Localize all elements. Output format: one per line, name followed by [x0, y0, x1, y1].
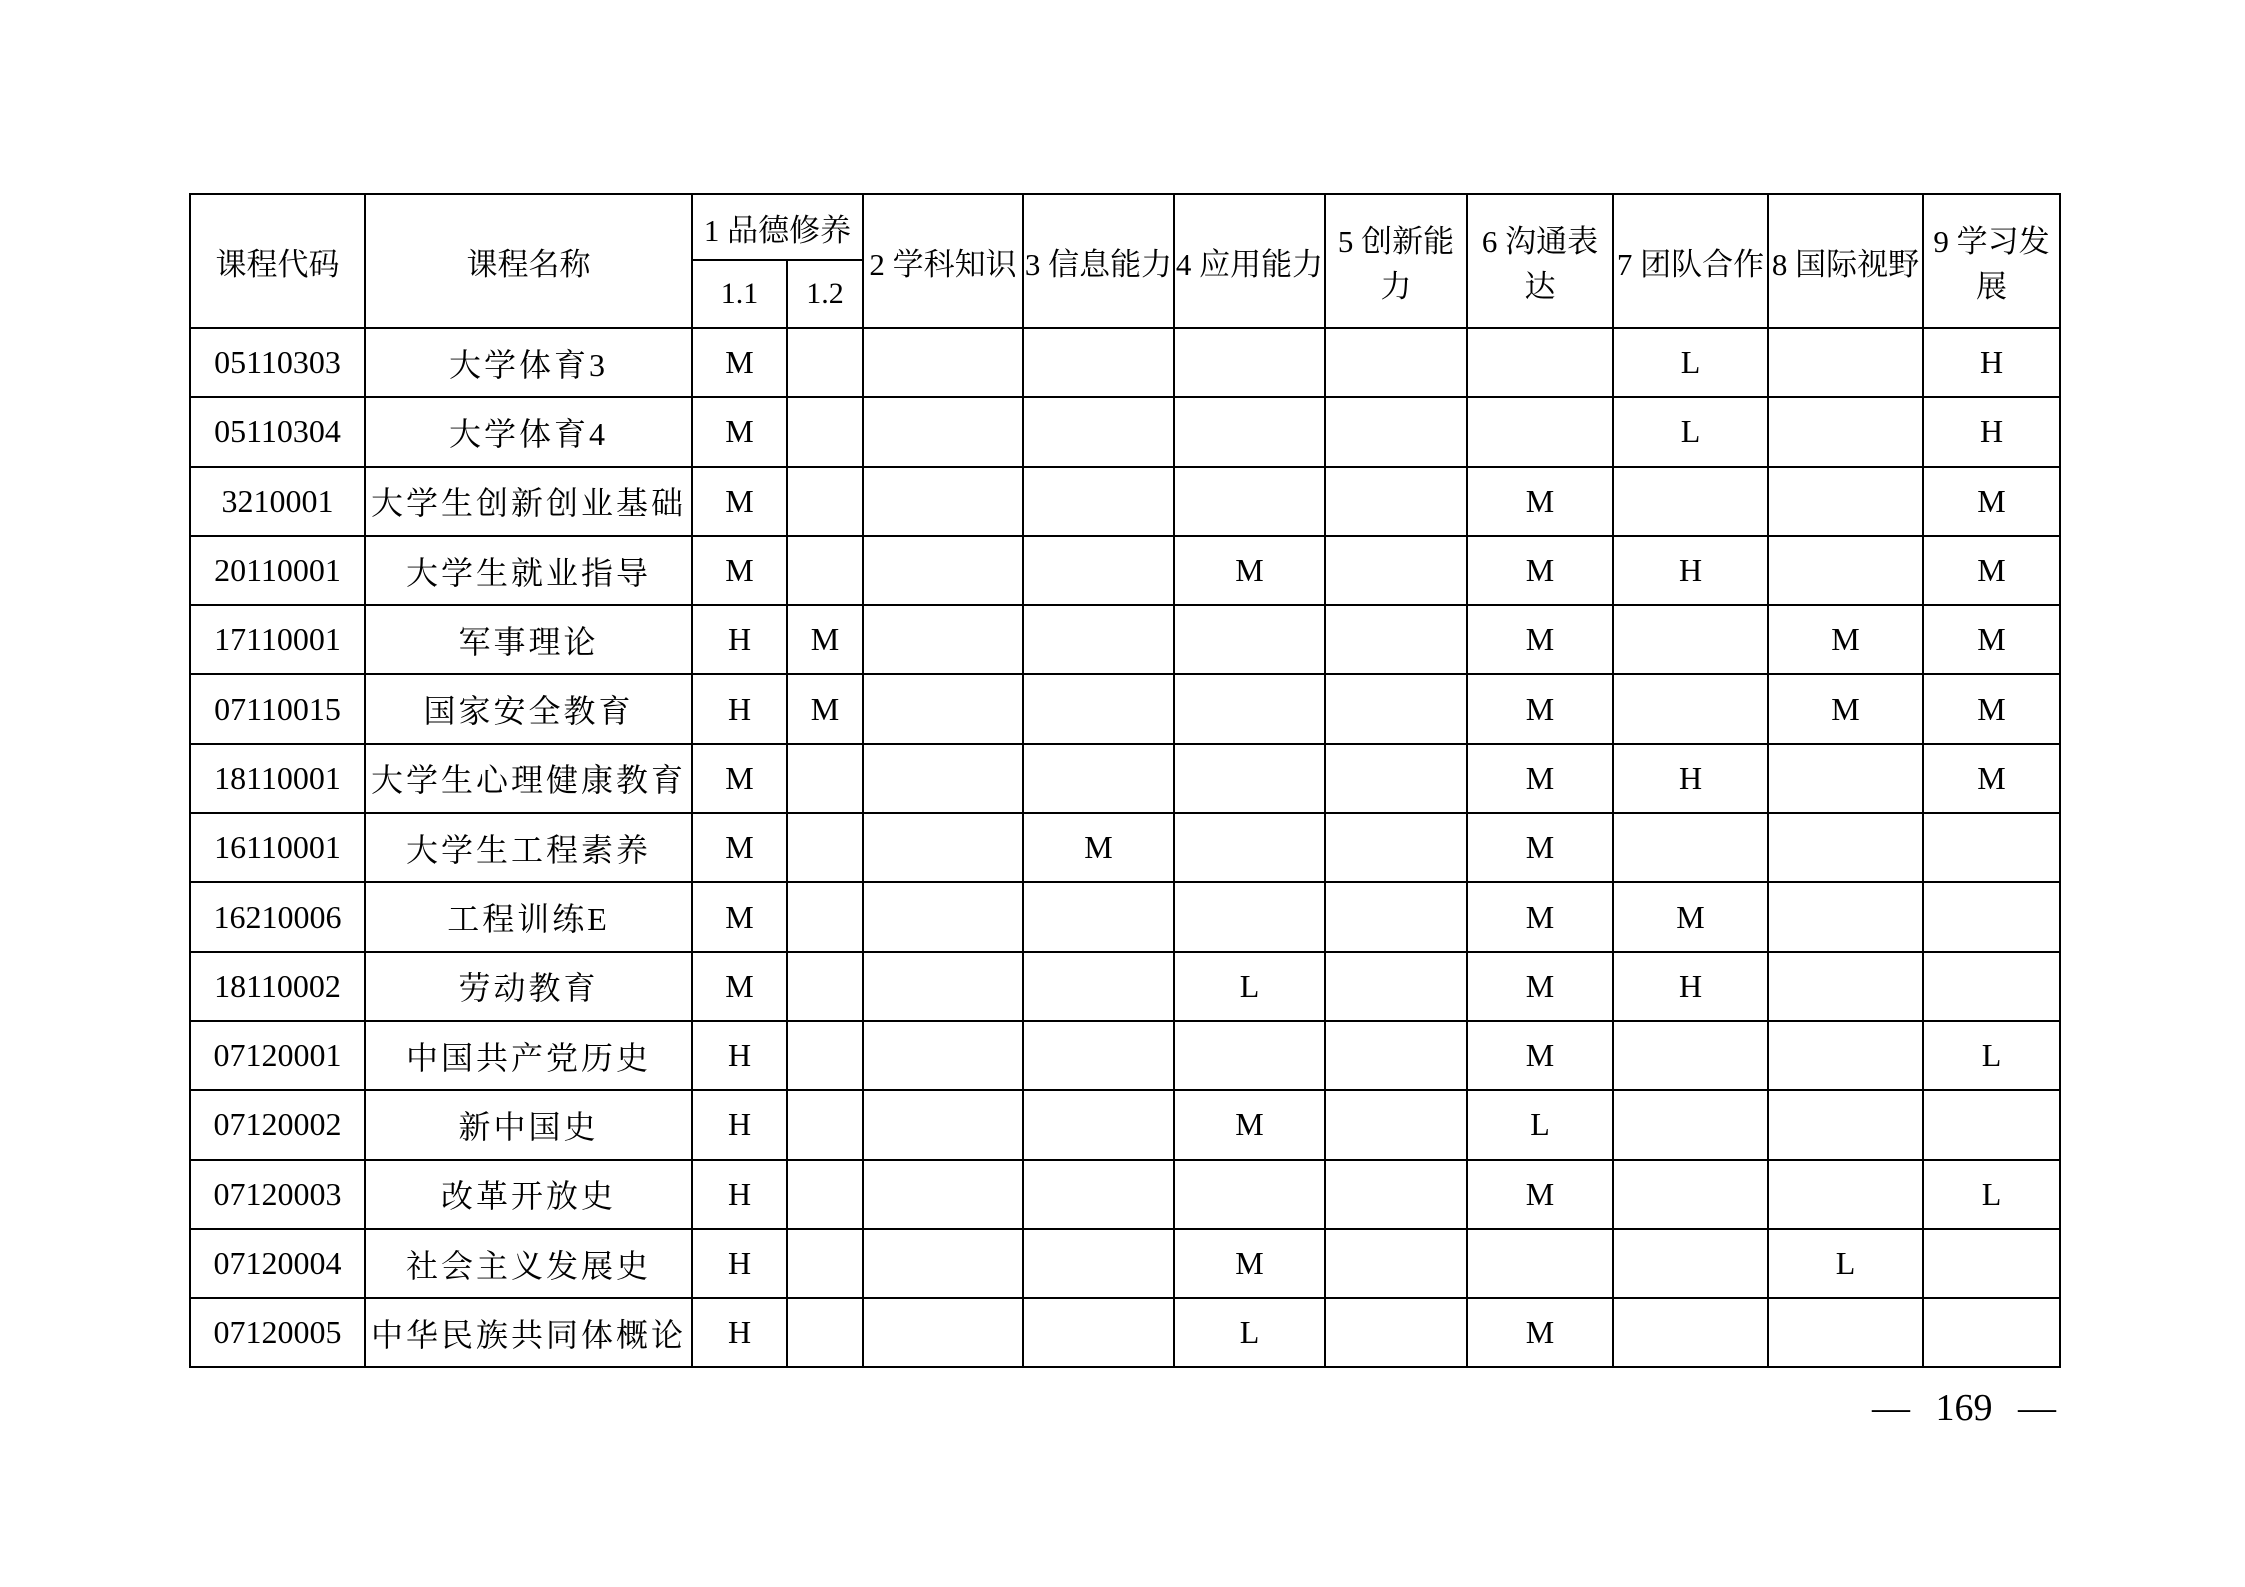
course-name-cell: 中国共产党历史 — [365, 1021, 692, 1090]
level-cell: H — [1923, 397, 2060, 466]
table-row — [190, 536, 2060, 605]
level-cell — [1023, 952, 1174, 1021]
course-name-cell: 国家安全教育 — [365, 674, 692, 743]
course-code-cell: 07120001 — [190, 1021, 365, 1090]
level-cell: M — [692, 813, 787, 882]
level-cell — [1768, 813, 1923, 882]
level-cell — [1023, 328, 1174, 397]
level-cell — [1923, 1090, 2060, 1159]
level-cell: M — [787, 605, 863, 674]
level-cell — [787, 952, 863, 1021]
level-cell — [1613, 1160, 1768, 1229]
level-cell: M — [1467, 467, 1613, 536]
header-competency-8: 8 国际视野 — [1768, 194, 1923, 328]
level-cell — [1768, 1021, 1923, 1090]
level-cell — [1174, 467, 1325, 536]
level-cell: L — [1923, 1160, 2060, 1229]
level-cell — [787, 813, 863, 882]
level-cell — [1174, 813, 1325, 882]
course-name-cell: 社会主义发展史 — [365, 1229, 692, 1298]
level-cell: M — [1174, 1090, 1325, 1159]
level-cell: H — [692, 1298, 787, 1367]
level-cell — [1023, 1298, 1174, 1367]
level-cell — [787, 1160, 863, 1229]
level-cell — [863, 952, 1023, 1021]
course-name-cell: 大学生就业指导 — [365, 536, 692, 605]
level-cell — [1768, 1090, 1923, 1159]
level-cell — [1174, 882, 1325, 951]
level-cell — [1768, 744, 1923, 813]
level-cell — [787, 1090, 863, 1159]
course-competency-matrix — [189, 193, 2061, 1368]
level-cell — [1325, 536, 1467, 605]
course-name-cell: 劳动教育 — [365, 952, 692, 1021]
level-cell — [1023, 467, 1174, 536]
table-row — [190, 813, 2060, 882]
header-sub-1-1: 1.1 — [692, 260, 787, 328]
level-cell — [1023, 1160, 1174, 1229]
course-name-cell: 大学生心理健康教育 — [365, 744, 692, 813]
level-cell: M — [787, 674, 863, 743]
course-code-cell: 07110015 — [190, 674, 365, 743]
level-cell — [1613, 1298, 1768, 1367]
header-competency-9: 9 学习发展 — [1923, 194, 2060, 328]
course-code-cell: 07120005 — [190, 1298, 365, 1367]
header-competency-5: 5 创新能力 — [1325, 194, 1467, 328]
course-code-cell: 18110002 — [190, 952, 365, 1021]
level-cell: M — [692, 397, 787, 466]
level-cell — [1613, 674, 1768, 743]
level-cell: H — [1923, 328, 2060, 397]
level-cell: M — [1613, 882, 1768, 951]
level-cell: M — [1923, 605, 2060, 674]
level-cell — [1174, 328, 1325, 397]
course-code-cell: 18110001 — [190, 744, 365, 813]
level-cell: M — [692, 328, 787, 397]
course-name-cell: 中华民族共同体概论 — [365, 1298, 692, 1367]
level-cell — [1325, 1298, 1467, 1367]
level-cell — [1923, 882, 2060, 951]
level-cell — [1768, 952, 1923, 1021]
table-row — [190, 328, 2060, 397]
level-cell — [1768, 882, 1923, 951]
level-cell — [863, 1021, 1023, 1090]
level-cell: H — [692, 605, 787, 674]
level-cell: M — [692, 882, 787, 951]
level-cell — [1325, 1229, 1467, 1298]
level-cell: H — [1613, 952, 1768, 1021]
level-cell — [1023, 536, 1174, 605]
table-row — [190, 1090, 2060, 1159]
level-cell — [863, 1298, 1023, 1367]
level-cell: H — [692, 1160, 787, 1229]
level-cell — [1923, 1229, 2060, 1298]
course-code-cell: 07120004 — [190, 1229, 365, 1298]
level-cell: M — [1467, 536, 1613, 605]
table-row — [190, 605, 2060, 674]
level-cell: M — [1467, 1160, 1613, 1229]
level-cell: M — [1174, 536, 1325, 605]
table-row — [190, 397, 2060, 466]
course-code-cell: 3210001 — [190, 467, 365, 536]
level-cell: L — [1613, 397, 1768, 466]
level-cell — [1325, 1021, 1467, 1090]
level-cell — [1325, 397, 1467, 466]
header-sub-1-2: 1.2 — [787, 260, 863, 328]
level-cell — [1923, 813, 2060, 882]
level-cell — [787, 1229, 863, 1298]
level-cell: M — [1768, 674, 1923, 743]
course-name-cell: 改革开放史 — [365, 1160, 692, 1229]
level-cell: M — [1923, 467, 2060, 536]
level-cell — [1023, 1090, 1174, 1159]
course-name-cell: 工程训练E — [365, 882, 692, 951]
level-cell — [863, 605, 1023, 674]
table-row — [190, 1298, 2060, 1367]
level-cell — [1023, 397, 1174, 466]
level-cell: M — [1467, 674, 1613, 743]
level-cell: L — [1613, 328, 1768, 397]
level-cell — [1023, 1229, 1174, 1298]
level-cell: M — [1467, 1021, 1613, 1090]
level-cell — [1768, 397, 1923, 466]
level-cell: M — [1467, 744, 1613, 813]
level-cell — [1768, 536, 1923, 605]
level-cell — [863, 328, 1023, 397]
header-competency-3: 3 信息能力 — [1023, 194, 1174, 328]
level-cell — [863, 1090, 1023, 1159]
table-row — [190, 1021, 2060, 1090]
level-cell — [787, 1298, 863, 1367]
course-code-cell: 16210006 — [190, 882, 365, 951]
course-code-cell: 05110303 — [190, 328, 365, 397]
header-course-name: 课程名称 — [365, 194, 692, 328]
level-cell: H — [1613, 744, 1768, 813]
level-cell — [1325, 813, 1467, 882]
level-cell — [863, 536, 1023, 605]
header-competency-7: 7 团队合作 — [1613, 194, 1768, 328]
level-cell — [787, 397, 863, 466]
course-name-cell: 大学生创新创业基础 — [365, 467, 692, 536]
course-name-cell: 大学生工程素养 — [365, 813, 692, 882]
level-cell — [1768, 328, 1923, 397]
level-cell — [863, 674, 1023, 743]
level-cell — [1613, 1229, 1768, 1298]
level-cell: L — [1174, 1298, 1325, 1367]
table-header — [190, 194, 2060, 328]
level-cell — [1613, 1021, 1768, 1090]
level-cell — [1325, 1090, 1467, 1159]
level-cell — [1023, 744, 1174, 813]
course-name-cell: 新中国史 — [365, 1090, 692, 1159]
header-competency-2: 2 学科知识 — [863, 194, 1023, 328]
level-cell — [1023, 674, 1174, 743]
level-cell — [1174, 744, 1325, 813]
level-cell — [1325, 1160, 1467, 1229]
level-cell — [1325, 882, 1467, 951]
level-cell — [787, 328, 863, 397]
level-cell — [1768, 1160, 1923, 1229]
level-cell — [1174, 1021, 1325, 1090]
level-cell — [1923, 1298, 2060, 1367]
level-cell — [787, 467, 863, 536]
level-cell: H — [692, 1090, 787, 1159]
level-cell: H — [1613, 536, 1768, 605]
course-name-cell: 大学体育3 — [365, 328, 692, 397]
level-cell: L — [1467, 1090, 1613, 1159]
level-cell — [1174, 397, 1325, 466]
header-competency-6: 6 沟通表达 — [1467, 194, 1613, 328]
level-cell: M — [1923, 744, 2060, 813]
level-cell — [1325, 467, 1467, 536]
level-cell: H — [692, 674, 787, 743]
header-course-code: 课程代码 — [190, 194, 365, 328]
table-row — [190, 1229, 2060, 1298]
level-cell — [863, 882, 1023, 951]
course-code-cell: 07120002 — [190, 1090, 365, 1159]
level-cell — [1174, 674, 1325, 743]
level-cell — [863, 813, 1023, 882]
level-cell: M — [692, 952, 787, 1021]
course-code-cell: 05110304 — [190, 397, 365, 466]
level-cell — [1467, 328, 1613, 397]
header-competency-1: 1 品德修养 — [692, 194, 863, 260]
table-row — [190, 674, 2060, 743]
level-cell: M — [692, 467, 787, 536]
level-cell — [1325, 744, 1467, 813]
level-cell: L — [1768, 1229, 1923, 1298]
level-cell: M — [1467, 605, 1613, 674]
level-cell: M — [1467, 952, 1613, 1021]
table-row — [190, 952, 2060, 1021]
level-cell — [863, 1229, 1023, 1298]
level-cell: L — [1923, 1021, 2060, 1090]
level-cell — [787, 536, 863, 605]
level-cell — [787, 1021, 863, 1090]
level-cell — [787, 882, 863, 951]
course-code-cell: 20110001 — [190, 536, 365, 605]
level-cell — [1023, 882, 1174, 951]
level-cell — [1613, 605, 1768, 674]
course-name-cell: 军事理论 — [365, 605, 692, 674]
level-cell: H — [692, 1229, 787, 1298]
level-cell — [863, 467, 1023, 536]
level-cell — [863, 397, 1023, 466]
table-row — [190, 467, 2060, 536]
course-code-cell: 17110001 — [190, 605, 365, 674]
level-cell: H — [692, 1021, 787, 1090]
level-cell: M — [1467, 813, 1613, 882]
level-cell — [1325, 952, 1467, 1021]
level-cell: M — [1023, 813, 1174, 882]
level-cell — [1325, 674, 1467, 743]
level-cell — [1467, 397, 1613, 466]
table-row — [190, 882, 2060, 951]
level-cell — [787, 744, 863, 813]
level-cell: M — [1768, 605, 1923, 674]
level-cell — [1768, 1298, 1923, 1367]
level-cell — [1174, 605, 1325, 674]
table-row — [190, 1160, 2060, 1229]
level-cell — [1174, 1160, 1325, 1229]
level-cell: M — [1467, 1298, 1613, 1367]
page-number: — 169 — — [1872, 1387, 2056, 1429]
level-cell — [1613, 467, 1768, 536]
level-cell — [1023, 605, 1174, 674]
level-cell — [1613, 813, 1768, 882]
course-table-body — [190, 328, 2060, 1367]
course-code-cell: 07120003 — [190, 1160, 365, 1229]
level-cell: L — [1174, 952, 1325, 1021]
level-cell — [1768, 467, 1923, 536]
header-row-main — [190, 194, 2060, 260]
level-cell — [863, 1160, 1023, 1229]
table-row — [190, 744, 2060, 813]
level-cell — [1325, 605, 1467, 674]
level-cell: M — [692, 744, 787, 813]
level-cell: M — [1923, 536, 2060, 605]
level-cell: M — [692, 536, 787, 605]
level-cell — [1023, 1021, 1174, 1090]
header-competency-4: 4 应用能力 — [1174, 194, 1325, 328]
level-cell: M — [1923, 674, 2060, 743]
course-name-cell: 大学体育4 — [365, 397, 692, 466]
level-cell — [1923, 952, 2060, 1021]
level-cell — [1325, 328, 1467, 397]
course-code-cell: 16110001 — [190, 813, 365, 882]
level-cell: M — [1467, 882, 1613, 951]
level-cell — [863, 744, 1023, 813]
level-cell: M — [1174, 1229, 1325, 1298]
level-cell — [1467, 1229, 1613, 1298]
level-cell — [1613, 1090, 1768, 1159]
